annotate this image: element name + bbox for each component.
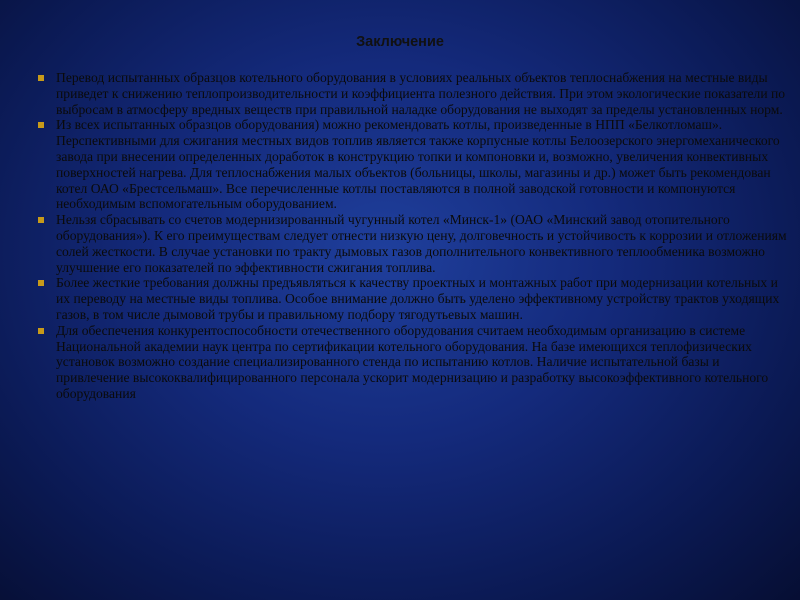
square-bullet-icon xyxy=(38,122,44,128)
list-item xyxy=(38,275,790,322)
bullet-list xyxy=(38,70,790,402)
slide-title: Заключение xyxy=(356,34,444,50)
bullet-text: Более жесткие требования должны предъявляться к качеству проектных и монтажных работ при модернизации котельных и их переводу на местные виды топлива. Особое внимание должно быть уделено эффективному устройству трактов уходящих газов, в том числе дымовой трубы и правильному подбору тягодутьевых машин. xyxy=(56,275,780,322)
list-item xyxy=(38,70,790,117)
square-bullet-icon xyxy=(38,217,44,223)
list-item xyxy=(38,323,790,402)
list-item xyxy=(38,212,790,275)
square-bullet-icon xyxy=(38,280,44,286)
bullet-text: Из всех испытанных образцов оборудования) можно рекомендовать котлы, произведенные в НПП «Белкотломаш». Перспективными для сжигания местных видов топлив является также корпусные котлы Белоозерского энергомеханического завода при внесении определенных доработок в конструкцию топки и компоновки и, возможно, увеличения конвективных поверхностей нагрева. Для теплоснабжения малых объектов (больницы, школы, магазины и др.) может быть рекомендован котел ОАО «Брестсельмаш». Все перечисленные котлы поставляются в полной заводской готовности и компонуются необходимым вспомогательным оборудованием. xyxy=(56,117,780,212)
bullet-text: Перевод испытанных образцов котельного оборудования в условиях реальных объектов теплоснабжения на местные виды приведет к снижению теплопроизводительности и коэффициента полезного действия. При этом экологические показатели по выбросам в атмосферу вредных веществ при правильной наладке оборудования не выходят за пределы установленных норм. xyxy=(56,70,786,117)
square-bullet-icon xyxy=(38,328,44,334)
bullet-text: Нельзя сбрасывать со счетов модернизированный чугунный котел «Минск-1» (ОАО «Минский завод отопительного оборудования»). К его преимуществам следует отнести низкую цену, долговечность и устойчивость к коррозии и отложениям солей жесткости. В случае установки по тракту дымовых газов дополнительного конвективного теплообменика возможно улучшение его показателей по эффективности сжигания топлива. xyxy=(56,212,787,275)
list-item xyxy=(38,117,790,212)
bullet-text: Для обеспечения конкурентоспособности отечественного оборудования считаем необходимым организацию в системе Национальной академии наук центра по сертификации котельного оборудования. На базе имеющихся теплофизических установок возможно создание специализированного стенда по испытанию котлов. Наличие испытательной базы и привлечение высококвалифицированного персонала ускорит модернизацию и разработку высокоэффективного котельного оборудования xyxy=(56,322,769,401)
square-bullet-icon xyxy=(38,75,44,81)
